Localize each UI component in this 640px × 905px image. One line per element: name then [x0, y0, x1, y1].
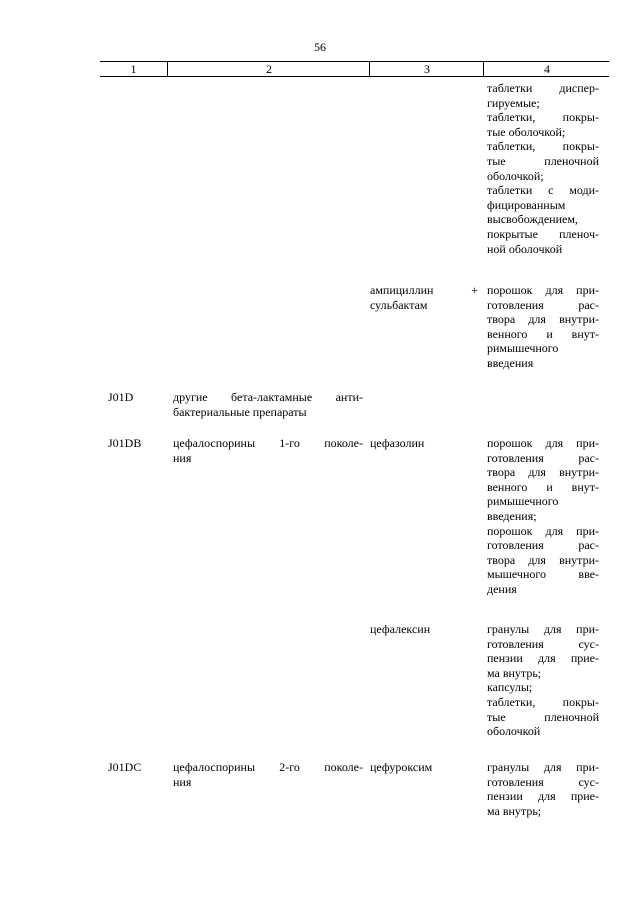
substance-cell — [370, 622, 478, 637]
cell-text-line: оболочкой — [487, 724, 541, 739]
dosage-forms-cell — [487, 760, 599, 818]
cell-text-line: таблетки, покры- — [487, 694, 599, 709]
cell-text-line: тые пленочной — [487, 153, 599, 168]
cell-text-line: введения — [487, 355, 534, 370]
cell-text-line: готовления рас- — [487, 538, 599, 553]
cell-text-line: римышечного — [487, 494, 559, 509]
table-header-row — [100, 61, 609, 77]
cell-text-line: гируемые; — [487, 95, 540, 110]
cell-text-line: твора для внутри- — [487, 312, 599, 327]
cell-text-line: таблетки, покры- — [487, 139, 599, 154]
cell-text-line: пензии для прие- — [487, 789, 599, 804]
pharmacological-group-cell — [173, 436, 363, 465]
cell-text-line: таблетки с моди- — [487, 183, 599, 198]
cell-text-line: цефазолин — [370, 436, 425, 450]
drug-table — [100, 61, 609, 818]
cell-text-line: оболочкой; — [487, 168, 544, 183]
cell-text-line: введения; — [487, 508, 537, 523]
cell-text-line: высвобождением, — [487, 212, 578, 227]
atc-code-cell: J01DC — [108, 760, 142, 774]
cell-text-line: готовления рас- — [487, 450, 599, 465]
cell-text-line: пензии для прие- — [487, 651, 599, 666]
cell-text-line: гранулы для при- — [487, 760, 599, 774]
cell-text-line: дения — [487, 581, 517, 596]
cell-text-line: твора для внутри- — [487, 552, 599, 567]
page-number: 56 — [314, 40, 326, 54]
cell-text-line: цефалоспорины 2-го поколе- — [173, 760, 363, 774]
column-header-2: 2 — [167, 62, 370, 76]
cell-text-line: римышечного — [487, 341, 559, 356]
cell-text-line: сульбактам — [370, 297, 428, 312]
cell-text-line: венного и внут- — [487, 479, 599, 494]
atc-code-cell: J01DB — [108, 436, 142, 450]
cell-text-line: порошок для при- — [487, 436, 599, 450]
cell-text-line: другие бета-лактамные анти- — [173, 390, 363, 404]
cell-text-line: таблетки, покры- — [487, 110, 599, 125]
dosage-forms-cell — [487, 436, 599, 597]
dosage-forms-cell — [487, 283, 599, 371]
cell-text-line: ной оболочкой — [487, 241, 563, 256]
cell-text-line: бактериальные препараты — [173, 404, 307, 419]
cell-text-line: таблетки диспер- — [487, 81, 599, 95]
cell-text-line: готовления сус- — [487, 636, 599, 651]
pharmacological-group-cell — [173, 760, 363, 789]
cell-text-line: порошок для при- — [487, 283, 599, 297]
cell-text-line: ния — [173, 450, 192, 465]
cell-text-line: гранулы для при- — [487, 622, 599, 636]
cell-text-line: ампициллин + — [370, 283, 478, 297]
cell-text-line: ма внутрь; — [487, 803, 542, 818]
cell-text-line: фицированным — [487, 197, 566, 212]
cell-text-line: цефуроксим — [370, 760, 433, 774]
cell-text-line: цефалоспорины 1-го поколе- — [173, 436, 363, 450]
cell-text-line: тые оболочкой; — [487, 124, 566, 139]
substance-cell — [370, 436, 478, 451]
substance-cell — [370, 283, 478, 312]
dosage-forms-cell — [487, 81, 599, 256]
column-header-4: 4 — [483, 62, 610, 76]
cell-text-line: ма внутрь; — [487, 665, 542, 680]
cell-text-line: ния — [173, 774, 192, 789]
cell-text-line: венного и внут- — [487, 326, 599, 341]
substance-cell — [370, 760, 478, 775]
cell-text-line: порошок для при- — [487, 523, 599, 538]
column-header-1: 1 — [130, 62, 137, 76]
atc-code-cell: J01D — [108, 390, 134, 404]
cell-text-line: капсулы; — [487, 680, 533, 695]
cell-text-line: готовления сус- — [487, 774, 599, 789]
cell-text-line: цефалексин — [370, 622, 431, 636]
cell-text-line: твора для внутри- — [487, 465, 599, 480]
dosage-forms-cell — [487, 622, 599, 739]
cell-text-line: готовления рас- — [487, 297, 599, 312]
cell-text-line: тые пленочной — [487, 709, 599, 724]
column-header-3: 3 — [369, 62, 484, 76]
cell-text-line: мышечного вве- — [487, 567, 599, 582]
pharmacological-group-cell — [173, 390, 363, 419]
cell-text-line: покрытые пленоч- — [487, 226, 599, 241]
